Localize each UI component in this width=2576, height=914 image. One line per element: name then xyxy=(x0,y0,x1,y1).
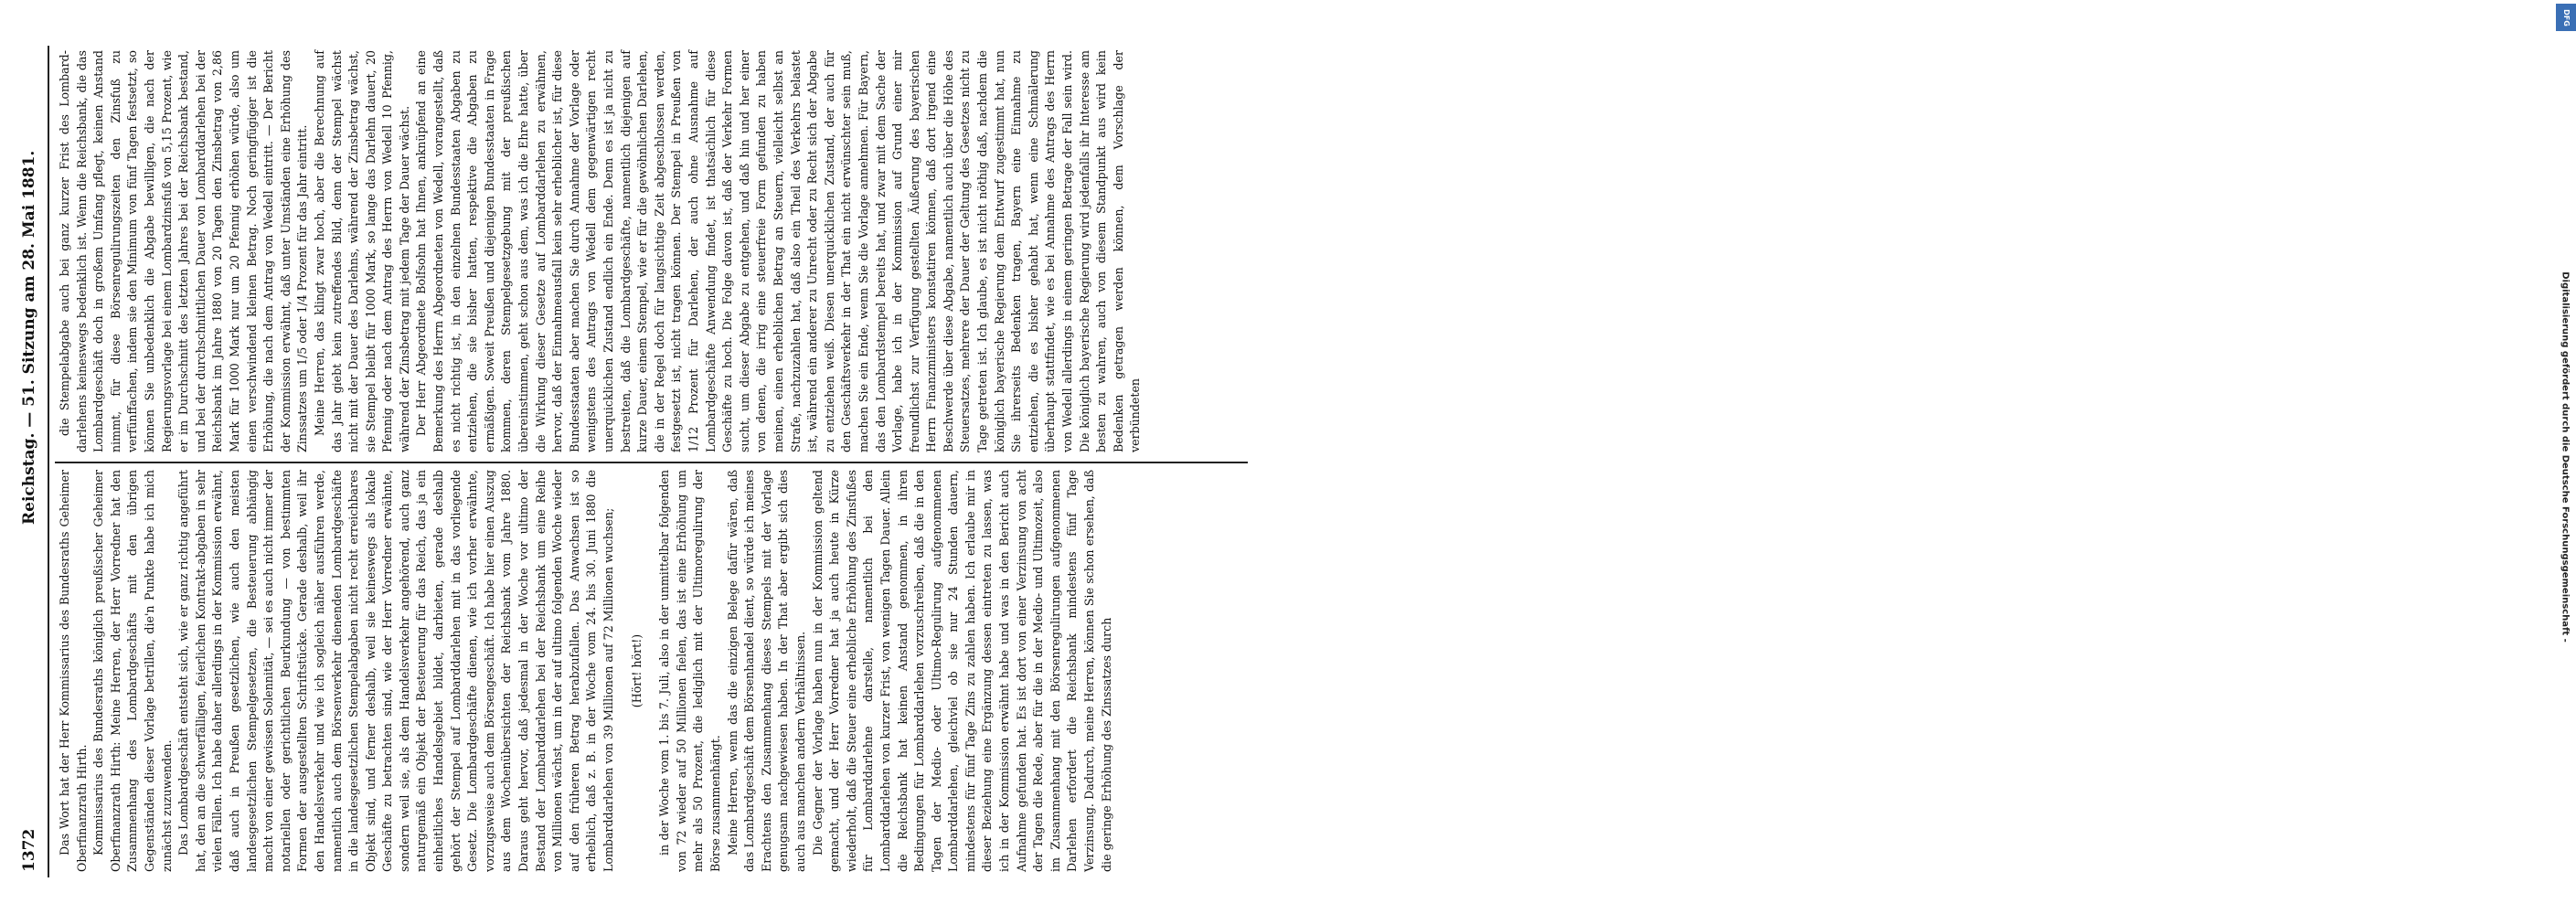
paragraph: Die Gegner der Vorlage haben nun in der Kommission geltend gemacht, und der Herr Vorredner hat ja auch heute in Kürze wiederholt, daß die Steuer eine erhebliche Erhöhung des Zinsfußes für Lombarddarlehne darstelle, namentlich bei den Lombarddarlehen von kurzer Frist, von wenigen Tagen Dauer. Allein die Reichsbank hat keinen Anstand genommen, in ihren Bedingungen für Lombarddarlehen vorzuschreiben, daß die in den Tagen der Medio- oder Ultimo-Regulirung aufgenommenen Lombarddarlehen, gleichviel ob sie nur 24 Stunden dauern, mindestens für fünf Tage Zins zu zahlen haben. Ich erlaube mir in dieser Beziehung eine Ergänzung dessen eintreten zu lassen, was ich in der Kommission erwähnt habe und was in den Bericht auch Aufnahme gefunden hat. Es ist dort von einer Verzinsung von acht der Tagen die Rede, aber für die in der Medio- und Ultimozeit, also im Zusammenhang mit den Börsenregulirungen aufgenommenen Darlehen erfordert die Reichsbank mindestens fünf Tage Verzinsung. Dadurch, meine Herren, können Sie schon ersehen, daß die geringe Erhöhung des Zinssatzes durch xyxy=(810,470,1113,872)
header-rule xyxy=(48,46,49,877)
dfg-logo xyxy=(2556,4,2576,31)
page-header xyxy=(7,49,53,872)
paragraph: Meine Herren, das klingt zwar hoch, aber die Berechnung auf das Jahr giebt kein zutreffendes Bild, denn der Stempel wächst nicht mit der Dauer des Darlehns, während der Zinsbetrag wächst, sie Stempel bleibt für 1000 Mark, so lange das Darlehn dauert, 20 Pfennig oder nach dem Antrag des Herrn von Wedell 10 Pfennig, während der Zinsbetrag mit jedem Tage der Dauer wächst. xyxy=(312,50,411,452)
column-divider xyxy=(55,462,1248,463)
paragraph: Das Lombardgeschäft entsteht sich, wie er ganz richtig angeführt hat, den an die schwerfälligen, feierlichen Kontrakt-abgaben in sehr vielen Fällen. Ich habe daher allerdings in der Kommission erwähnt, daß auch in Preußen gesetzlichen, wie auch den meisten landesgesetzlichen Stempelgesetzen, die Besteuerung abhängig macht von einer gewissen Solennität, — sei es auch nicht immer der notariellen oder gerichtlichen Beurkundung — von bestimmten Formen der ausgestellten Schriftstücke. Gerade deshalb, weil ihr den Handelsverkehr und wie ich sogleich näher ausführen werde, namentlich auch dem Börsenverkehr dienenden Lombardgeschäfte in die landesgesetzlichen Stempelabgaben nicht recht erreichbares Objekt sind, und ferner deshalb, weil sie keineswegs als lokale Geschäfte zu betrachten sind, wie der Herr Vorredner erwähnte, sondern weil sie, als dem Handelsverkehr angehörend, auch ganz naturgemäß ein Objekt der Besteuerung für das Reich, das ja ein einheitliches Handelsgebiet bildet, darbieten, gerade deshalb gehört der Stempel auf Lombarddarlehen mit in das vorliegende Gesetz. Die Lombardgeschäfte dienen, wie ich vorher erwähnte, vorzugsweise auch dem Börsengeschäft. Ich habe hier einen Auszug aus dem Wochenübersichten der Reichsbank vom Jahre 1880. Daraus geht hervor, daß jedesmal in der Woche vor ultimo der Bestand der Lombarddarlehen bei der Reichsbank um eine Reihe von Millionen wächst, um in der auf ultimo folgenden Woche wieder auf den früheren Betrag herabzufallen. Das Anwachsen ist so erheblich, daß z. B. in der Woche vom 24. bis 30. Juni 1880 die Lombarddarlehen von 39 Millionen auf 72 Millionen wuchsen; xyxy=(176,470,615,872)
paragraph: Das Wort hat der Herr Kommissarius des Bundesraths Geheimer Oberfinanzrath Hirth. xyxy=(58,470,89,872)
paragraph: die Stempelabgabe auch bei ganz kurzer Frist des Lombard-darlehens keineswegs bedenklich ist. Wenn die Reichsbank, die das Lombardgeschäft doch in großem Umfang pflegt, keinen Anstand nimmt, für diese Börsenregulirungszeiten den Zinsfuß zu verfünffachen, indem sie den Minimum von fünf Tagen festsetzt, so können Sie unbedenklich die Abgabe bewilligen, die nach der Regierungsvorlage bei einem Lombardzinsfuß von 5,15 Prozent, wie er im Durchschnitt des letzten Jahres bei der Reichsbank bestand, und bei der durchschnittlichen Dauer von Lombarddarlehen bei der Reichsbank im Jahre 1880 von 20 Tagen den Zinsbetrag von 2,86 Mark für 1000 Mark nur um 20 Pfennig erhöhen würde, also um einen verschwindend kleinen Betrag. Noch geringfügiger ist die Erhöhung, die nach dem Antrag von Wedell eintritt. — Der Bericht der Kommission erwähnt, daß unter Umständen eine Erhöhung des Zinssatzes um 1/5 oder 1/4 Prozent für das Jahr eintritt. xyxy=(58,50,310,452)
digitization-credit: Digitalisierung gefördert durch die Deutsche Forschungsgemeinschaft - xyxy=(2560,271,2571,643)
digitization-sidebar xyxy=(1272,0,2571,914)
paragraph: Meine Herren, wenn das die einzigen Belege dafür wären, daß das Lombardgeschäft dem Börsenhandel dient, so würde ich meines Erachtens den Zusammenhang dieses Stempels mit der Vorlage genugsam nachgewiesen haben. In der That aber ergibt sich dies auch aus manchen andern Verhältnissen. xyxy=(725,470,807,872)
interjection: (Hört! hört!) xyxy=(629,633,644,708)
right-column xyxy=(57,50,1245,452)
page-number: 1372 xyxy=(20,828,38,872)
paragraph: in der Woche vom 1. bis 7. Juli, also in der unmittelbar folgenden von 72 wieder auf 50 Millionen fielen, das ist eine Erhöhung um mehr als 50 Prozent, die lediglich mit der Ultimoregulirung der Börse zusammenhängt. xyxy=(657,470,722,872)
paragraph: Der Herr Abgeordnete Bolfsohn hat Ihnen, anknüpfend an eine Bemerkung des Herrn Abgeordneten von Wedell, vorangestellt, daß es nicht richtig ist, in den einzelnen Bundesstaaten Abgaben zu entziehen, die sie bisher hatten, respektive die Abgaben zu ermäßigen. Soweit Preußen und diejenigen Bundesstaaten in Frage kommen, deren Stempelgesetzgebung mit der preußischen übereinstimmen, geht schon aus dem, was ich die Ehre hatte, über die Wirkung dieser Gesetze auf Lombarddarlehen zu erwähnen, hervor, daß der Einnahmeausfall kein sehr erheblicher ist, für diese Bundesstaaten aber machen Sie durch Annahme der Vorlage oder wenigstens des Antrags von Wedell dem gegenwärtigen recht unerquicklichen Zustand endlich ein Ende. Denn es ist ja nicht zu bestreiten, daß die Lombardgeschäfte, namentlich diejenigen auf kurze Dauer, einem Stempel, wie er für die gewöhnlichen Darlehen, die in der Regel doch für langsichtige Zeit abgeschlossen werden, festgesetzt ist, nicht tragen können. Der Stempel in Preußen von 1/12 Prozent für Darlehen, der auch ohne Ausnahme auf Lombardgeschäfte Anwendung findet, ist thatsächlich für diese Geschäfte zu hoch. Die Folge davon ist, daß der Verkehr Formen sucht, um dieser Abgabe zu entgehen, und daß hin und her einer von denen, die irrig eine steuerfreie Form gefunden zu haben meinen, einen erheblichen Betrag an Steuern, vielleicht selbst an Strafe, nachzuzahlen hat, daß also ein Theil des Verkehrs belastet ist, während ein anderer zu Unrecht oder zu Recht sich der Abgabe zu entziehen weiß. Diesen unerquicklichen Zustand, der auch für den Geschäftsverkehr in der That ein nicht erwünschter sein muß, machen Sie ein Ende, wenn Sie die Vorlage annehmen. Für Bayern, das den Lombardstempel bereits hat, und zwar mit dem Sache der Vorlage, habe ich in der Kommission auf Grund einer mir freundlichst zur Verfügung gestellten Äußerung des bayerischen Herrn Finanzministers konstatiren können, daß dort irgend eine Beschwerde über diese Abgabe, namentlich auch über die Höhe des Steuersatzes, mehrere der Dauer der Geltung des Gesetzes nicht zu Tage getreten ist. Ich glaube, es ist nicht nöthig daß, nachdem die königlich bayerische Regierung dem Entwurf zugestimmt hat, nun Sie ihrerseits Bedenken tragen, Bayern eine Einnahme zu entziehen, die es bisher gehabt hat, wenn eine Schmälerung überhaupt stattfindet, wie es bei Annahme des Antrags des Herrn von Wedell allerdings in einem geringen Betrage der Fall sein wird. Die königlich bayerische Regierung wird jedenfalls ihr Interesse am besten zu wahren, auch von diesem Standpunkt aus wird kein Bedenken getragen werden können, dem Vorschlage der verbündeten xyxy=(414,50,1143,452)
page-title: Reichstag. — 51. Sitzung am 28. Mai 1881. xyxy=(20,150,38,525)
dfg-logo-text: DFG xyxy=(2561,8,2571,27)
paragraph: Kommissarius des Bundesraths königlich preußischer Geheimer Oberfinanzrath Hirth: Meine Herren, der Herr Vorredner hat den Zusammenhang des Lombardgeschäfts mit den übrigen Gegenständen dieser Vorlage betrillen, die'n Punkte habe ich mich zunächst zuzuwenden. xyxy=(91,470,174,872)
left-column xyxy=(57,470,1245,872)
